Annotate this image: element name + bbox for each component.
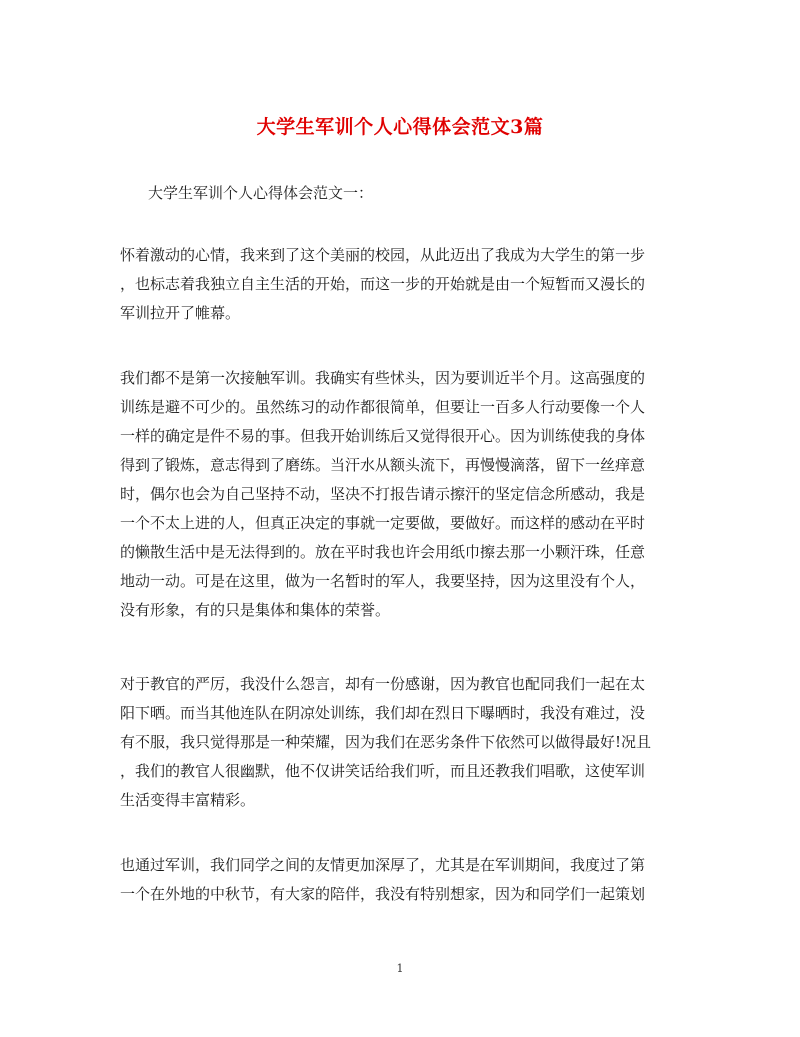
text-line: 时，偶尔也会为自己坚持不动，坚决不打报告请示擦汗的坚定信念所感动，我是 xyxy=(120,485,646,503)
paragraph-1 xyxy=(120,245,680,332)
text-line: 怀着激动的心情，我来到了这个美丽的校园，从此迈出了我成为大学生的第一步 xyxy=(120,246,646,264)
text-line: 地动一动。可是在这里，做为一名暂时的军人，我要坚持，因为这里没有个人， xyxy=(120,572,646,590)
text-line: ，我们的教官人很幽默，他不仅讲笑话给我们听，而且还教我们唱歌，这使军训 xyxy=(120,762,646,780)
text-line: 的懒散生活中是无法得到的。放在平时我也许会用纸巾擦去那一小颗汗珠，任意 xyxy=(120,543,646,561)
text-line: 有不服，我只觉得那是一种荣耀，因为我们在恶劣条件下依然可以做得最好!况且 xyxy=(120,733,652,751)
text-line: 对于教官的严厉，我没什么怨言，却有一份感谢，因为教官也配同我们一起在太 xyxy=(120,675,646,693)
text-line: 一个不太上进的人，但真正决定的事就一定要做，要做好。而这样的感动在平时 xyxy=(120,514,646,532)
text-line: ，也标志着我独立自主生活的开始，而这一步的开始就是由一个短暂而又漫长的 xyxy=(120,275,646,293)
text-line: 阳下晒。而当其他连队在阴凉处训练，我们却在烈日下曝晒时，我没有难过，没 xyxy=(120,704,646,722)
section-subtitle: 大学生军训个人心得体会范文一： xyxy=(148,184,374,202)
paragraph-2 xyxy=(120,368,680,629)
text-line: 一个在外地的中秋节，有大家的陪伴，我没有特别想家，因为和同学们一起策划 xyxy=(120,885,646,903)
text-line: 训练是避不可少的。虽然练习的动作都很简单，但要让一百多人行动要像一个人 xyxy=(120,398,646,416)
page-number: 1 xyxy=(396,962,404,975)
paragraph-4 xyxy=(120,855,680,913)
text-line: 得到了锻炼，意志得到了磨练。当汗水从额头流下，再慢慢滴落，留下一丝痒意 xyxy=(120,456,646,474)
text-line: 也通过军训，我们同学之间的友情更加深厚了，尤其是在军训期间，我度过了第 xyxy=(120,856,646,874)
text-line: 一样的确定是件不易的事。但我开始训练后又觉得很开心。因为训练使我的身体 xyxy=(120,427,646,445)
text-line: 生活变得丰富精彩。 xyxy=(120,791,256,809)
text-line: 军训拉开了帷幕。 xyxy=(120,304,241,322)
text-line: 没有形象，有的只是集体和集体的荣誉。 xyxy=(120,601,391,619)
text-line: 我们都不是第一次接触军训。我确实有些怵头，因为要训近半个月。这高强度的 xyxy=(120,369,646,387)
paragraph-3 xyxy=(120,674,680,819)
document-title: 大学生军训个人心得体会范文3篇 xyxy=(256,116,544,138)
